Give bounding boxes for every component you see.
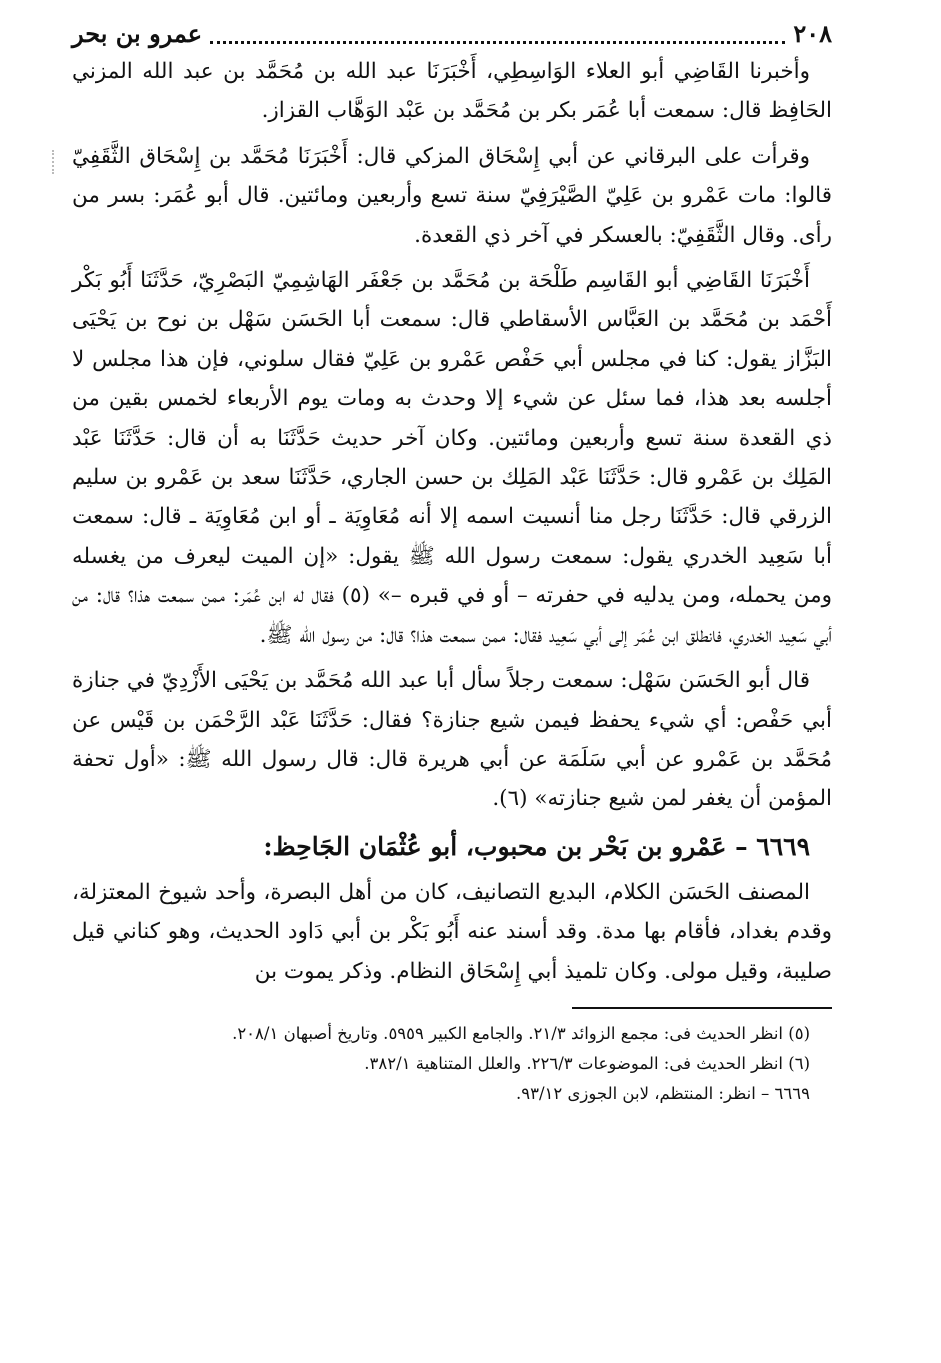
body-text <box>72 52 832 991</box>
footnote-divider <box>572 1007 832 1009</box>
paragraph-4: قال أبو الحَسَن سَهْل: سمعت رجلاً سأل أبا عبد الله مُحَمَّد بن يَحْيَى الأَزْدِيّ في جنازة أبي حَفْص: أي شيء يحفظ فيمن شيع جنازة؟ فقال: حَدَّثَنَا عَبْد الرَّحْمَن بن قَيْس عن مُحَمَّد بن عَمْرو عن أبي سَلَمَة عن أبي هريرة قال: قال رسول الله ﷺ: «أول تحفة المؤمن أن يغفر لمن شيع جنازته» (٦). <box>72 668 832 812</box>
document-page <box>72 18 832 1109</box>
entry-text: المصنف الحَسَن الكلام، البديع التصانيف، كان من أهل البصرة، وأحد شيوخ المعتزلة، وقدم بغداد، فأقام بها مدة. وقد أسند عنه أَبُو بَكْر بن أبي دَاود الحديث، وهو كناني قيل صليبة، وقيل مولى. وكان تلميذ أبي إِسْحَاق النظام. وذكر يموت بن <box>72 879 832 984</box>
entry-heading: ٦٦٦٩ – عَمْرو بن بَحْر بن محبوب، أبو عُثْمَان الجَاحِظ: <box>263 831 810 861</box>
paragraph-2: وقرأت على البرقاني عن أبي إِسْحَاق المزكي قال: أَخْبَرَنَا مُحَمَّد بن إِسْحَاق الثَّقَفِيّ قالوا: مات عَمْرو بن عَلِيّ الصَّيْرَفِيّ سنة تسع وأربعين ومائتين. قال أبو عُمَر: بسر من رأى. وقال الثَّقَفِيّ: بالعسكر في آخر ذي القعدة. <box>72 143 832 248</box>
footnotes <box>72 1019 832 1109</box>
running-title: عمرو بن بحر <box>72 19 203 48</box>
footnote-5: (٥) انظر الحديث فى: مجمع الزوائد ٢١/٣. والجامع الكبير ٥٩٥٩. وتاريخ أصبهان ٢٠٨/١. <box>232 1023 810 1043</box>
paragraph-1: وأخبرنا القَاضِي أبو العلاء الوَاسِطِي، أَخْبَرَنَا عبد الله بن مُحَمَّد بن عبد الله المزني الحَافِظ قال: سمعت أبا عُمَر بكر بن مُحَمَّد بن عَبْد الوَهَّاب القزاز. <box>72 59 832 124</box>
paragraph-3: أَخْبَرَنَا القَاضِي أبو القَاسِم طَلْحَة بن مُحَمَّد بن جَعْفَر الهَاشِمِيّ البَصْرِيّ، حَدَّثَنَا أَبُو بَكْر أَحْمَد بن مُحَمَّد بن العَبَّاس الأسقاطي قال: سمعت أبا الحَسَن سَهْل بن نوح بن يَحْيَى البَزَّاز يقول: كنا في مجلس أبي حَفْص عَمْرو بن عَلِيّ فقال سلوني، فإن هذا مجلس لا أجلسه بعد هذا، فما سئل عن شيء إلا وحدث به ومات يوم الأربعاء لخمس بقين من ذي القعدة سنة تسع وأربعين ومائتين. وكان آخر حديث حَدَّثَنَا به أن قال: حَدَّثَنَا عَبْد المَلِك بن عَمْرو قال: حَدَّثَنَا عَبْد المَلِك بن حسن الجاري، حَدَّثَنَا سعد بن عَمْرو بن سليم الزرقي قال: حَدَّثَنَا رجل منا أنسيت اسمه إلا أنه مُعَاوِيَة ـ أو ابن مُعَاوِيَة ـ قال: سمعت أبا سَعِيد الخدري يقول: سمعت رسول الله ﷺ يقول: «إن الميت ليعرف من يغسله ومن يحمله، ومن يدليه في حفرته – أو في قبره –» (٥) فقال له ابن عُمَر: ممن سمعت هذا؟ قال: من أبي سَعِيد الخدري، فانطلق ابن عُمَر إلى أبي سَعِيد فقال: ممن سمعت هذا؟ قال: من رسول الله ﷺ. <box>72 268 833 648</box>
running-header <box>72 18 832 52</box>
header-dot-leader <box>210 25 785 44</box>
page-number: ٢٠٨ <box>793 19 832 48</box>
margin-mark <box>52 150 56 174</box>
footnote-6669: ٦٦٦٩ – انظر: المنتظم، لابن الجوزى ٩٣/١٢. <box>516 1083 810 1103</box>
footnote-6: (٦) انظر الحديث فى: الموضوعات ٢٢٦/٣. والعلل المتناهية ٣٨٢/١. <box>364 1053 810 1073</box>
